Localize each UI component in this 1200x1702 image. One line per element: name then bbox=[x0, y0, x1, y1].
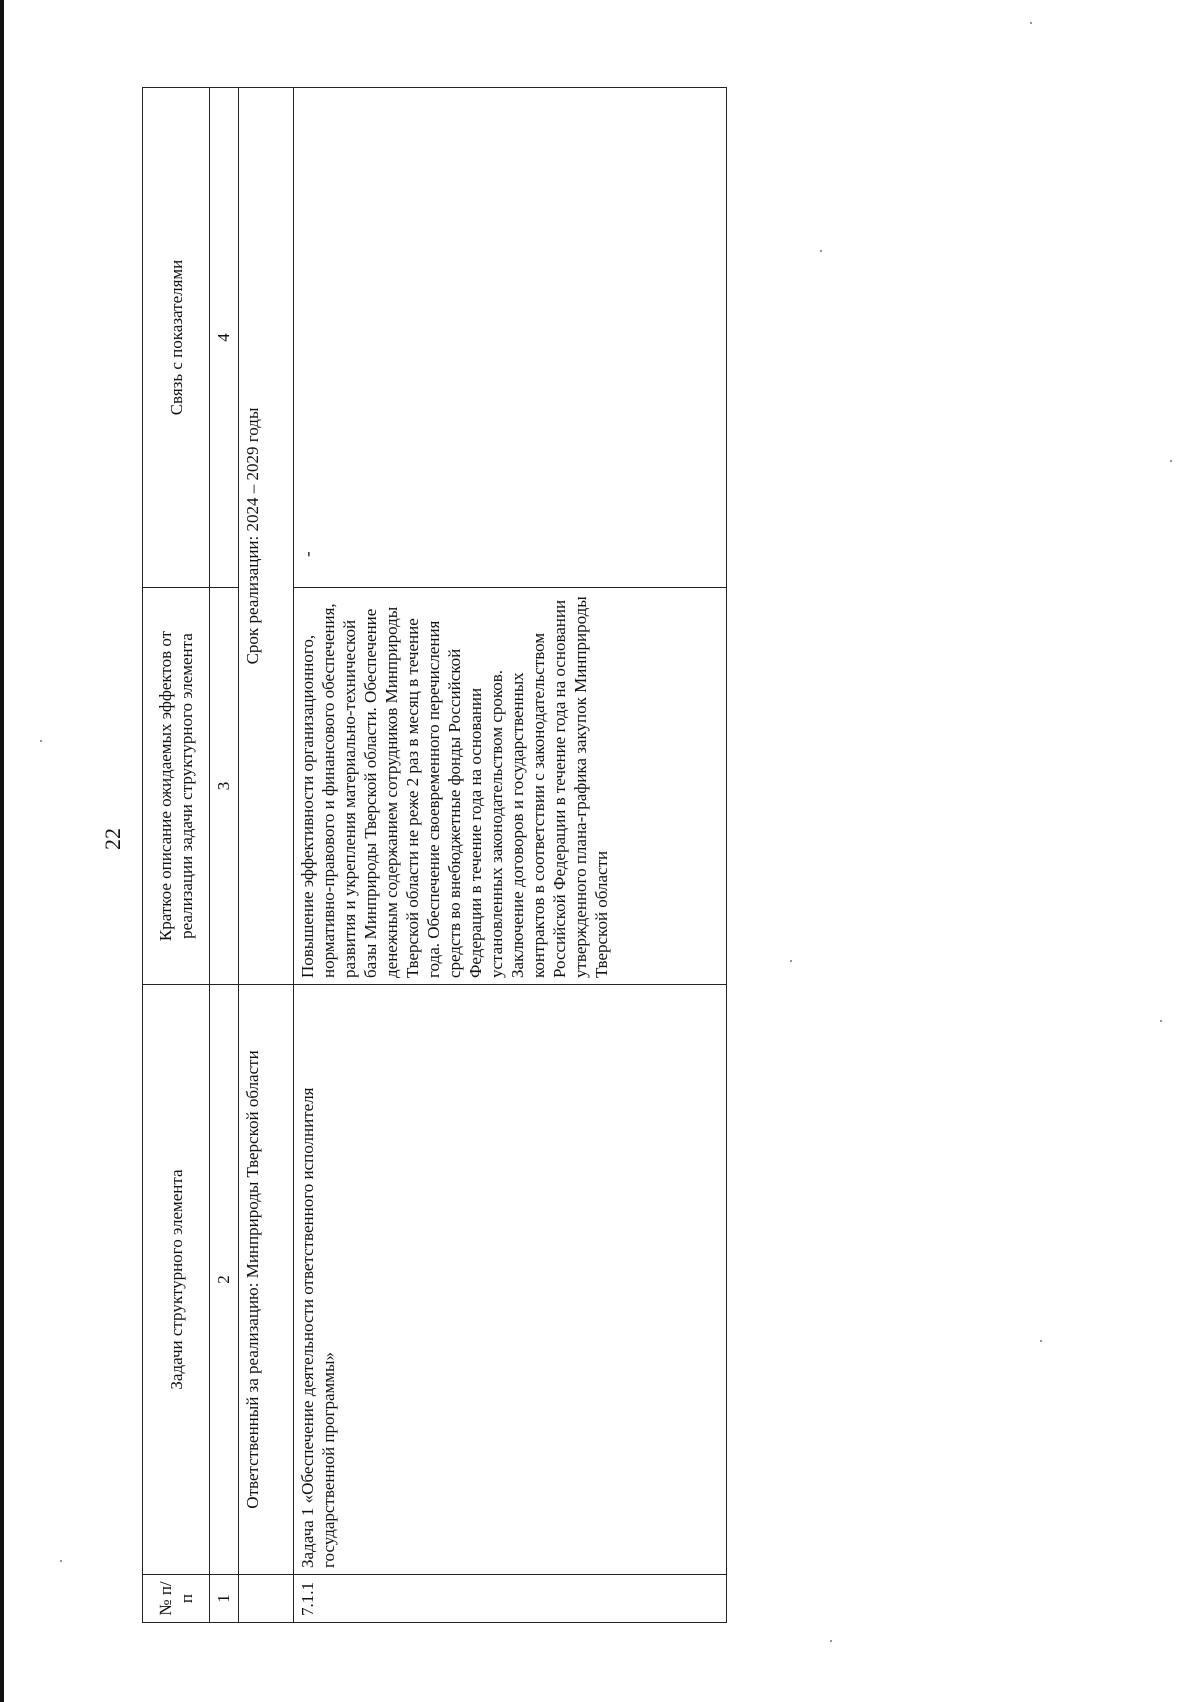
scan-speck bbox=[1170, 460, 1172, 462]
task-name: Задача 1 «Обеспечение деятельности ответственного исполнителя государственной программы» bbox=[294, 985, 727, 1575]
scan-speck bbox=[830, 1640, 832, 1642]
structural-element-table bbox=[142, 87, 727, 1623]
header-indicators: Связь с показателями bbox=[143, 88, 210, 588]
column-number: 3 bbox=[210, 588, 239, 985]
column-number: 2 bbox=[210, 985, 239, 1575]
responsible-cell: Ответственный за реализацию: Минприроды Тверской области bbox=[239, 985, 294, 1575]
period-cell: Срок реализации: 2024 – 2029 годы bbox=[239, 88, 294, 985]
header-number: № п/п bbox=[143, 1575, 210, 1623]
task-indicators: - bbox=[294, 88, 727, 588]
scan-speck bbox=[1040, 1340, 1042, 1342]
scan-speck bbox=[820, 250, 822, 252]
scan-speck bbox=[60, 1560, 62, 1562]
scan-speck bbox=[40, 740, 42, 742]
scan-speck bbox=[1160, 1020, 1162, 1022]
scan-speck bbox=[790, 960, 792, 962]
column-number-row bbox=[210, 88, 239, 1623]
scan-speck bbox=[1030, 22, 1032, 24]
task-number: 7.1.1 bbox=[294, 1575, 727, 1623]
header-effects: Краткое описание ожидаемых эффектов от реализации задачи структурного элемента bbox=[143, 588, 210, 985]
scan-edge bbox=[0, 0, 4, 1702]
header-tasks: Задачи структурного элемента bbox=[143, 985, 210, 1575]
rotated-table-wrapper bbox=[142, 88, 727, 1623]
task-effects: Повышение эффективности организационного, нормативно-правового и финансового обеспечения, развития и укрепления материально-технической базы Минприроды Тверской области. Обеспечение денежным содержанием сотрудников Минприроды Тверской области не реже 2 раз в месяц в течение года. Обеспечение своевременного перечисления средств во внебюджетные фонды Российской Федерации в течение года на основании установленных законодательством сроков. Заключение договоров и государственных контрактов в соответствии с законодательством Российской Федерации в течение года на основании утвержденного плана-графика закупок Минприроды Тверской области bbox=[294, 588, 727, 985]
responsible-row bbox=[239, 88, 294, 1623]
table-row bbox=[294, 88, 727, 1623]
page-number: 22 bbox=[100, 828, 125, 850]
column-number: 1 bbox=[210, 1575, 239, 1623]
empty-cell bbox=[239, 1575, 294, 1623]
column-number: 4 bbox=[210, 88, 239, 588]
table-header-row bbox=[143, 88, 210, 1623]
